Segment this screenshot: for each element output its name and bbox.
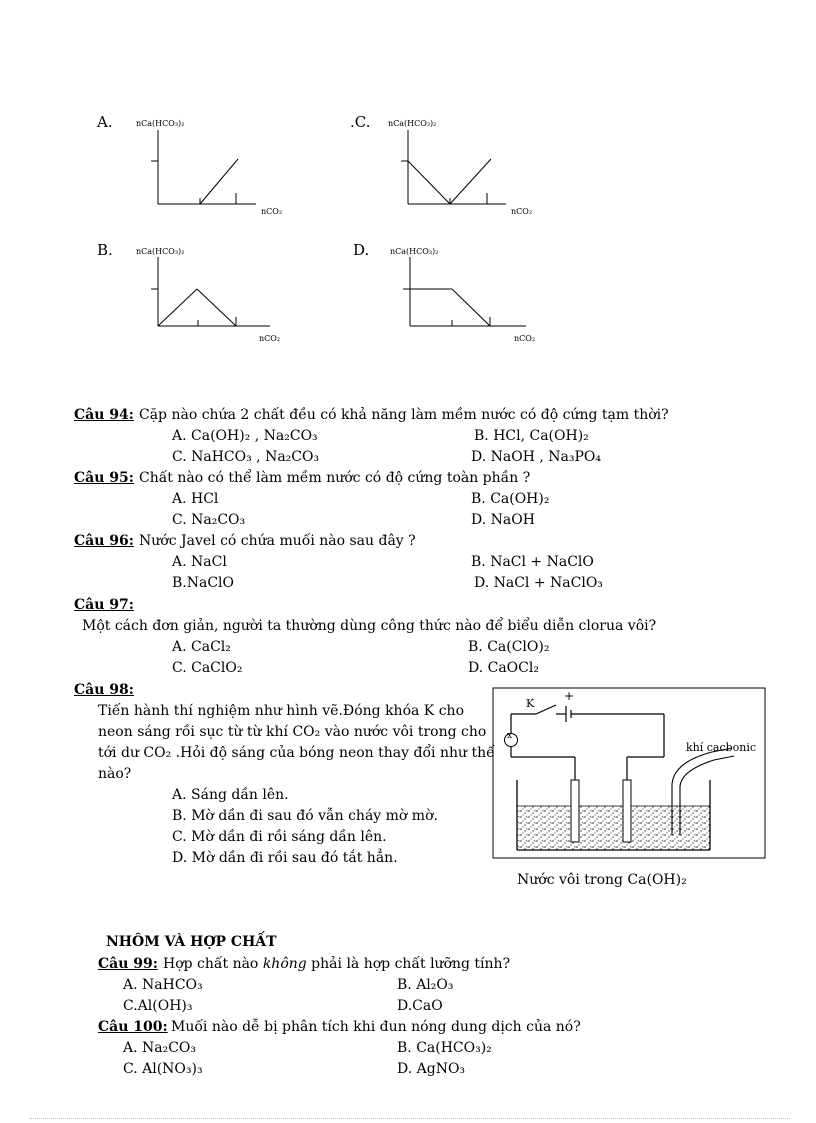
question-99-option-b[interactable]: B. Al₂O₃ — [397, 977, 454, 993]
question-98-option-c[interactable]: C. Mờ dần đi rồi sáng dần lên. — [172, 829, 387, 845]
question-99-option-c[interactable]: C.Al(OH)₃ — [123, 998, 193, 1014]
question-97-option-a[interactable]: A. CaCl₂ — [172, 639, 231, 655]
question-96-option-d[interactable]: D. NaCl + NaClO₃ — [474, 575, 603, 591]
question-97-number: Câu 97: — [74, 597, 134, 613]
question-96-option-b[interactable]: B. NaCl + NaClO — [471, 554, 594, 570]
question-98-line-2: neon sáng rồi sục từ từ khí CO₂ vào nước vôi trong cho — [98, 724, 487, 740]
question-97-text: Một cách đơn giản, người ta thường dùng công thức nào để biểu diễn clorua vôi? — [82, 618, 657, 634]
question-100-number: Câu 100: — [98, 1019, 168, 1035]
lamp-x-label: x — [507, 731, 513, 741]
graph-a-ylabel: nCa(HCO₃)₂ — [136, 119, 185, 128]
question-98-option-d[interactable]: D. Mờ dần đi rồi sau đó tắt hẳn. — [172, 850, 398, 866]
figure-caption: Nước vôi trong Ca(OH)₂ — [517, 872, 687, 888]
question-98-line-1: Tiến hành thí nghiệm như hình vẽ.Đóng khóa K cho — [98, 703, 464, 719]
question-95-option-d[interactable]: D. NaOH — [471, 512, 535, 528]
graph-d-ylabel: nCa(HCO₃)₂ — [390, 247, 439, 256]
switch-k-label: K — [526, 697, 535, 710]
question-100-option-a[interactable]: A. Na₂CO₃ — [123, 1040, 197, 1056]
question-97-option-d[interactable]: D. CaOCl₂ — [468, 660, 539, 676]
question-100-option-c[interactable]: C. Al(NO₃)₃ — [123, 1061, 203, 1077]
question-99-text-pre: Hợp chất nào — [163, 956, 263, 972]
battery-plus-label: + — [564, 689, 575, 703]
question-95-option-c[interactable]: C. Na₂CO₃ — [172, 512, 246, 528]
gas-label: khí cacbonic — [686, 741, 757, 754]
question-96-number: Câu 96: — [74, 533, 134, 549]
question-99-text-post: phải là hợp chất lưỡng tính? — [306, 956, 511, 972]
question-96-option-a[interactable]: A. NaCl — [172, 554, 227, 570]
question-98-line-3: tới dư CO₂ .Hỏi độ sáng của bóng neon thay đổi như thế — [98, 745, 495, 761]
graph-a-label: A. — [97, 113, 113, 131]
section-heading: NHÔM VÀ HỢP CHẤT — [106, 934, 277, 950]
question-96-option-c[interactable]: B.NaClO — [172, 575, 235, 591]
question-98-line-4: nào? — [98, 766, 132, 782]
graph-b-label: B. — [97, 241, 113, 259]
question-100-option-b[interactable]: B. Ca(HCO₃)₂ — [397, 1040, 492, 1056]
question-98-option-b[interactable]: B. Mờ dần đi sau đó vẫn cháy mờ mờ. — [172, 808, 438, 824]
question-94-option-c[interactable]: C. NaHCO₃ , Na₂CO₃ — [172, 449, 320, 465]
graph-b-xlabel: nCO₂ — [259, 334, 281, 343]
question-99-option-a[interactable]: A. NaHCO₃ — [123, 977, 203, 993]
question-100-text: Muối nào dễ bị phân tích khi đun nóng dung dịch của nó? — [171, 1019, 581, 1035]
graph-d-xlabel: nCO₂ — [514, 334, 536, 343]
graph-a-xlabel: nCO₂ — [261, 207, 283, 216]
question-97-option-c[interactable]: C. CaClO₂ — [172, 660, 243, 676]
question-98-number: Câu 98: — [74, 682, 134, 698]
page-bottom-divider — [30, 1118, 790, 1119]
graph-c-xlabel: nCO₂ — [511, 207, 533, 216]
question-99-text-emphasis: không — [262, 956, 307, 972]
graph-c-label: .C. — [350, 113, 371, 131]
question-98-option-a[interactable]: A. Sáng dần lên. — [172, 787, 289, 803]
question-96-text: Nước Javel có chứa muối nào sau đây ? — [139, 533, 416, 549]
question-95-option-a[interactable]: A. HCl — [172, 491, 219, 507]
question-97-option-b[interactable]: B. Ca(ClO)₂ — [468, 639, 550, 655]
question-95-option-b[interactable]: B. Ca(OH)₂ — [471, 491, 550, 507]
question-94-text: Cặp nào chứa 2 chất đều có khả năng làm mềm nước có độ cứng tạm thời? — [139, 407, 669, 423]
graph-c-ylabel: nCa(HCO₃)₂ — [388, 119, 437, 128]
question-94-option-b[interactable]: B. HCl, Ca(OH)₂ — [474, 428, 589, 444]
question-99-option-d[interactable]: D.CaO — [397, 998, 443, 1014]
question-95-text: Chất nào có thể làm mềm nước có độ cứng toàn phần ? — [139, 470, 531, 486]
question-99-text — [163, 956, 510, 972]
graph-b-ylabel: nCa(HCO₃)₂ — [136, 247, 185, 256]
question-100-option-d[interactable]: D. AgNO₃ — [397, 1061, 466, 1077]
question-95-number: Câu 95: — [74, 470, 134, 486]
question-94-option-a[interactable]: A. Ca(OH)₂ , Na₂CO₃ — [172, 428, 318, 444]
question-94-option-d[interactable]: D. NaOH , Na₃PO₄ — [471, 449, 601, 465]
question-99-number: Câu 99: — [98, 956, 158, 972]
question-94-number: Câu 94: — [74, 407, 134, 423]
graph-d-label: D. — [353, 241, 370, 259]
